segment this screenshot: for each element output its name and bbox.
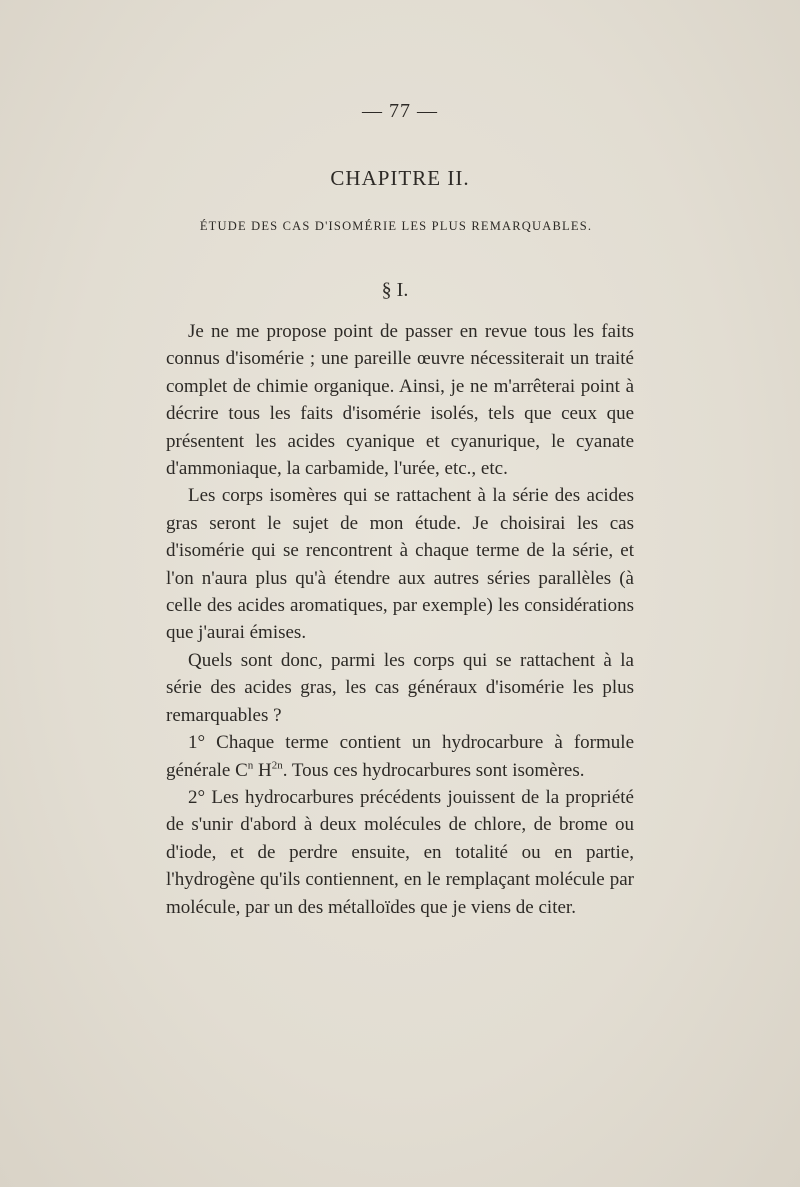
item-1-text-before: 1° Chaque terme contient un hydrocarbure à formule générale C: [166, 732, 634, 781]
chapter-title: CHAPITRE II.: [330, 166, 470, 190]
item-1-text-middle: H: [253, 759, 272, 781]
item-1-superscript-2n: 2n: [271, 759, 283, 772]
paragraph-item-2: 2° Les hydrocarbures précédents jouissent de la propriété de s'unir d'abord à deux molécules de chlore, de brome ou d'iode, et de perdre ensuite, en totalité ou en partie, l'hydrogène qu'ils contiennent, en le remplaçant molécule par molécule, par un des métalloïdes que je viens de citer.: [166, 786, 634, 918]
paragraph-item-1: [166, 729, 634, 784]
page-number: — 77 —: [362, 100, 438, 122]
item-1-superscript-n: n: [247, 759, 254, 772]
paragraph-1: Je ne me propose point de passer en revue tous les faits connus d'isomérie ; une pareille œuvre nécessiterait un traité complet de chimie organique. Ainsi, je ne m'arrêterai point à décrire tous les faits d'isomérie isolés, tels que ceux que présentent les acides cyanique et cyanurique, le cyanate d'ammoniaque, la carbamide, l'urée, etc., etc.: [166, 321, 634, 480]
body-text: [166, 318, 634, 921]
chapter-subtitle: ÉTUDE DES CAS D'ISOMÉRIE LES PLUS REMARQUABLES.: [199, 219, 593, 233]
paragraph-3: Quels sont donc, parmi les corps qui se rattachent à la série des acides gras, les cas généraux d'isomérie les plus remarquables ?: [166, 649, 634, 726]
item-1-text-after: . Tous ces hydrocarbures sont isomères.: [282, 759, 585, 781]
paragraph-2: Les corps isomères qui se rattachent à la série des acides gras seront le sujet de mon étude. Je choisirai les cas d'isomérie qui se rencontrent à chaque terme de la série, et l'on n'aura plus qu'à étendre aux autres séries parallèles (à celle des acides aromatiques, par exemple) les considérations que j'aurai émises.: [166, 485, 634, 644]
section-heading: § I.: [381, 279, 409, 301]
